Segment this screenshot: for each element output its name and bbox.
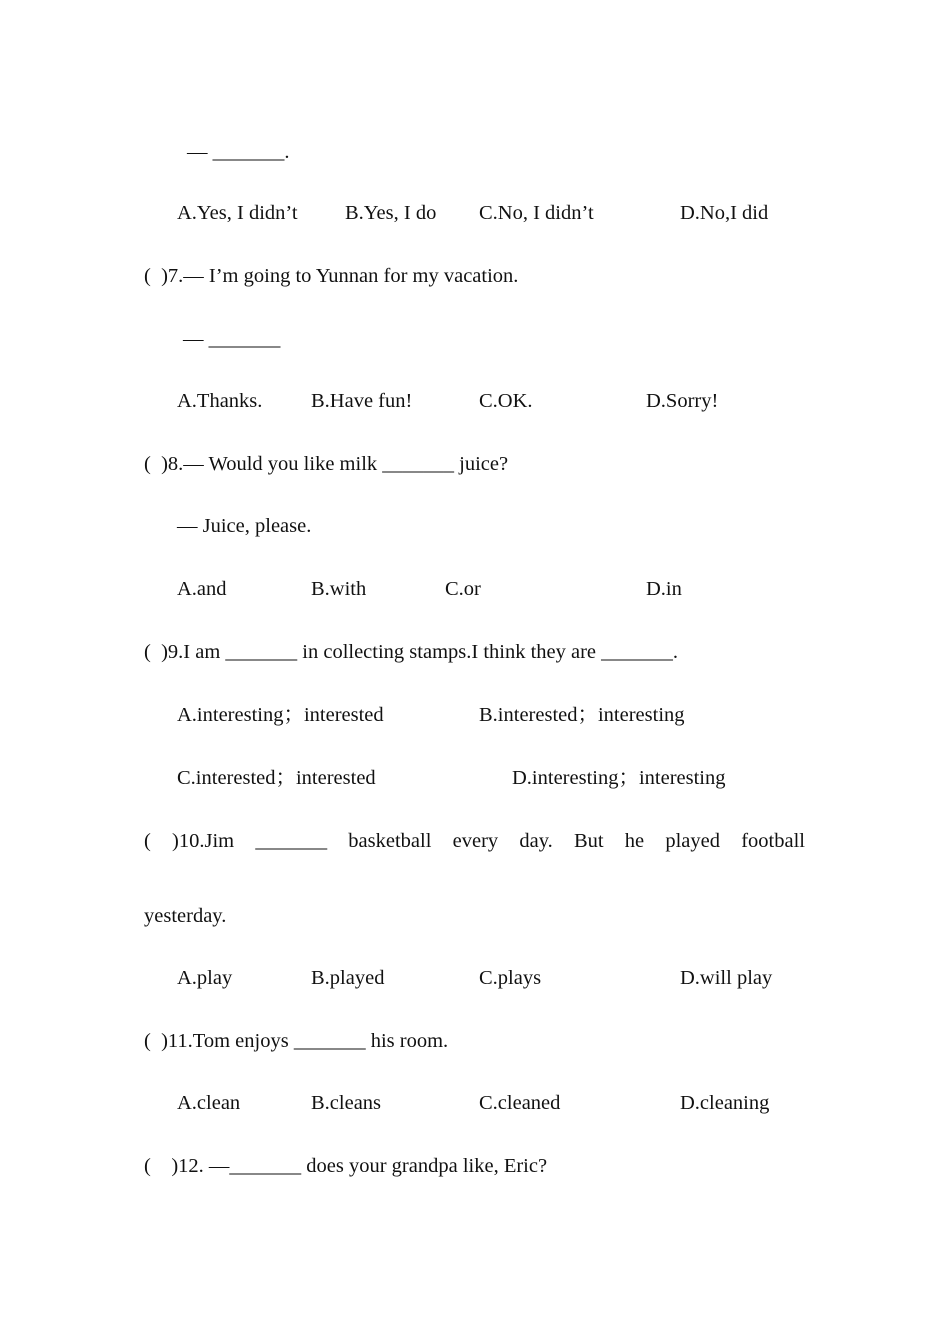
q11-option-d: D.cleaning — [680, 1092, 770, 1114]
q9-option-d: D.interesting；interesting — [512, 767, 726, 789]
q10-question-line1: ( )10.Jim _______ basketball every day. But he played football — [144, 830, 805, 852]
q6-option-c: C.No, I didn’t — [479, 202, 594, 224]
q6-answer-line: — _______. — [187, 141, 290, 163]
q8-option-d: D.in — [646, 578, 682, 600]
q11-question: ( )11.Tom enjoys _______ his room. — [144, 1030, 449, 1052]
q9-question: ( )9.I am _______ in collecting stamps.I think they are _______. — [144, 641, 679, 663]
q11-option-a: A.clean — [177, 1092, 241, 1114]
q11-option-c: C.cleaned — [479, 1092, 561, 1114]
q9-option-c: C.interested；interested — [177, 767, 376, 789]
q8-option-c: C.or — [445, 578, 481, 600]
q7-option-d: D.Sorry! — [646, 390, 719, 412]
q8-option-b: B.with — [311, 578, 367, 600]
q10-option-d: D.will play — [680, 967, 773, 989]
q6-option-d: D.No,I did — [680, 202, 769, 224]
q7-option-c: C.OK. — [479, 390, 533, 412]
q7-option-b: B.Have fun! — [311, 390, 413, 412]
q9-option-a: A.interesting；interested — [177, 704, 384, 726]
q7-question: ( )7.— I’m going to Yunnan for my vacation. — [144, 265, 519, 287]
q9-option-b: B.interested；interesting — [479, 704, 685, 726]
q6-option-b: B.Yes, I do — [345, 202, 437, 224]
q7-answer-line: — _______ — [183, 328, 281, 350]
q8-answer-line: — Juice, please. — [177, 515, 312, 537]
q10-option-b: B.played — [311, 967, 385, 989]
q11-option-b: B.cleans — [311, 1092, 382, 1114]
q8-option-a: A.and — [177, 578, 227, 600]
q10-option-a: A.play — [177, 967, 233, 989]
q12-question: ( )12. —_______ does your grandpa like, Eric? — [144, 1155, 548, 1177]
q10-option-c: C.plays — [479, 967, 542, 989]
q10-question-line2: yesterday. — [144, 905, 227, 927]
q6-option-a: A.Yes, I didn’t — [177, 202, 298, 224]
q8-question: ( )8.— Would you like milk _______ juice? — [144, 453, 509, 475]
q7-option-a: A.Thanks. — [177, 390, 263, 412]
